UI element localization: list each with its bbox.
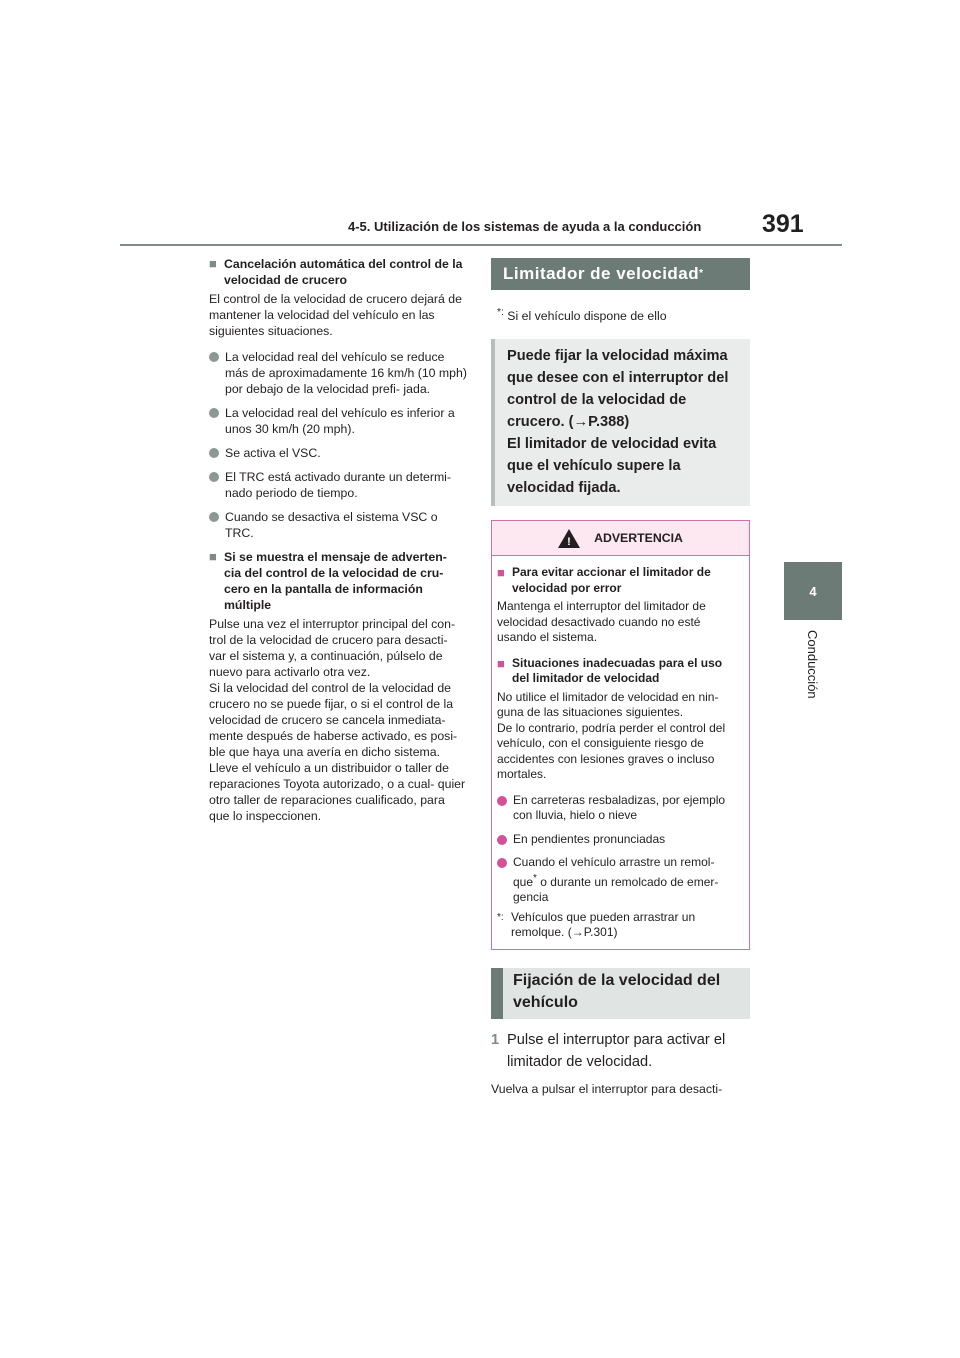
dot-bullet-icon (209, 512, 219, 522)
list-item: Se activa el VSC. (209, 445, 467, 461)
square-bullet-icon: ■ (497, 655, 505, 671)
paragraph: De lo contrario, podría perder el control del vehículo, con el consiguiente riesgo de accidentes con lesiones graves o incluso mortales. (497, 720, 726, 782)
right-column (491, 258, 750, 1097)
footnote-marker: * (699, 268, 704, 279)
chapter-number: 4 (809, 583, 817, 599)
subheading-warning-message: ■ Si se muestra el mensaje de adverten- cia del control de la velocidad de cru- cero en la pantalla de información múltiple (209, 549, 447, 612)
warning-body (492, 556, 749, 949)
paragraph: Si la velocidad del control de la velocidad de crucero no se puede fijar, o si el control de la velocidad de crucero se cancela inmediata- mente después de haberse activado, es posi- ble que haya una avería en dicho sistema. Lleve el vehículo a un distribuidor o taller de reparaciones Toyota autorizado, o a cual- quier otro taller de reparaciones cualificado, para que lo inspeccionen. (209, 681, 466, 823)
list-item: La velocidad real del vehículo se reduce más de aproximadamente 16 km/h (10 mph) por debajo de la velocidad prefi- jada. (209, 349, 467, 397)
warning-header: ! ADVERTENCIA (492, 521, 749, 556)
header-rule (120, 244, 842, 246)
list-item: El TRC está activado durante un determi- nado periodo de tiempo. (209, 469, 467, 501)
subsection-title: Fijación de la velocidad del vehículo (491, 968, 750, 1019)
dot-bullet-icon (209, 408, 219, 418)
warning-box (491, 520, 750, 950)
list-item: En carreteras resbaladizas, por ejemplo con lluvia, hielo o nieve (497, 793, 739, 824)
dot-bullet-icon (209, 472, 219, 482)
dot-bullet-icon (497, 858, 507, 868)
page-number: 391 (762, 210, 804, 238)
left-column (209, 256, 467, 834)
warning-subheading: ■ Para evitar accionar el limitador de velocidad por error (497, 565, 711, 595)
warning-footnote: *: Vehículos que pueden arrastrar un remolque. (→P.301) (497, 909, 696, 940)
intro-box: Puede fijar la velocidad máxima que desee con el interruptor del control de la velocidad de crucero. (→P.388) El limitador de velocidad evita que el vehículo supere la velocidad fijada. (491, 339, 750, 506)
warning-subheading: ■ Situaciones inadecuadas para el uso del limitador de velocidad (497, 655, 723, 686)
square-bullet-icon: ■ (209, 549, 217, 564)
warning-triangle-icon: ! (558, 529, 580, 548)
chapter-label: Conducción (805, 630, 820, 699)
list-item: En pendientes pronunciadas (497, 832, 739, 848)
paragraph: Pulse una vez el interruptor principal del con- trol de la velocidad de crucero para desacti- var el sistema y, a continuación, púlselo de nuevo para activarlo otra vez. (209, 617, 456, 679)
list-item: Cuando se desactiva el sistema VSC o TRC. (209, 509, 467, 541)
list-item: La velocidad real del vehículo es inferior a unos 30 km/h (20 mph). (209, 405, 467, 437)
paragraph: El control de la velocidad de crucero dejará de mantener la velocidad del vehículo en las siguientes situaciones. (209, 292, 462, 338)
list-item: Cuando el vehículo arrastre un remol- que* o durante un remolcado de emer- gencia (497, 855, 739, 906)
subheading-auto-cancel: ■ Cancelación automática del control de la velocidad de crucero (209, 256, 463, 287)
chapter-tab (784, 562, 842, 620)
dot-bullet-icon (209, 448, 219, 458)
dot-bullet-icon (497, 835, 507, 845)
paragraph: No utilice el limitador de velocidad en nin- guna de las situaciones siguientes. (497, 689, 719, 720)
paragraph: Mantenga el interruptor del limitador de velocidad desactivado cuando no esté usando el sistema. (497, 599, 706, 645)
dot-bullet-icon (209, 352, 219, 362)
dot-bullet-icon (497, 796, 507, 806)
footnote: *: Si el vehículo dispone de ello (497, 307, 667, 324)
step-item: 1 Pulse el interruptor para activar el limitador de velocidad. (491, 1029, 750, 1073)
square-bullet-icon: ■ (497, 565, 505, 581)
step-number: 1 (491, 1031, 500, 1048)
step-note: Vuelva a pulsar el interruptor para desacti- (491, 1081, 723, 1096)
section-title-bar: Limitador de velocidad * (491, 258, 750, 290)
square-bullet-icon: ■ (209, 256, 217, 271)
section-header: 4-5. Utilización de los sistemas de ayuda a la conducción (348, 219, 702, 234)
